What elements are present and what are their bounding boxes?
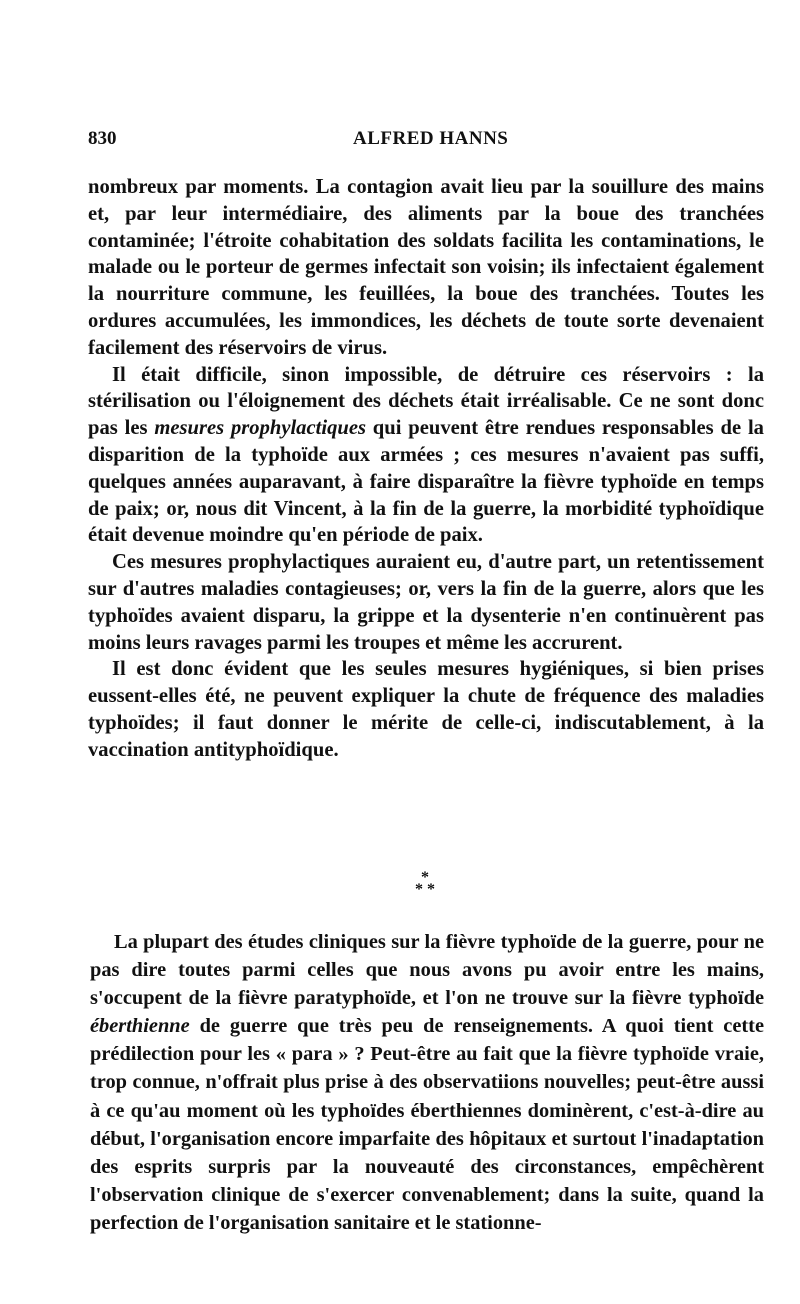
body-text-section-2 [90, 928, 764, 1237]
running-title: ALFRED HANNS [353, 128, 509, 149]
paragraph-2-text-end: qui peuvent être rendues responsables de la disparition de la typhoïde aux armées ; ces mesures n'avaient pas suffi, quelques années auparavant, à faire disparaître la fièvre typhoïde en temps de paix; or, nous dit Vincent, à la fin de la guerre, la morbidité typhoïdique était devenue moindre qu'en période de paix. [88, 417, 764, 547]
paragraph-5-emphasis: éberthienne [90, 1015, 190, 1038]
running-head [88, 128, 768, 158]
paragraph-2 [88, 362, 764, 550]
body-text-section-1 [88, 174, 764, 764]
paragraph-1: nombreux par moments. La contagion avait lieu par la souillure des mains et, par leur intermédiaire, des aliments par la boue des tranchées contaminée; l'étroite cohabitation des soldats facilita les contaminations, le malade ou le porteur de germes infectait son voisin; ils infectaient également la nourriture commune, les feuillées, la boue des tranchées. Toutes les ordures accumulées, les immondices, les déchets de toute sorte devenaient facilement des réservoirs de virus. [88, 176, 764, 359]
separator-top-asterisk: * [421, 869, 429, 886]
paragraph-4: Il est donc évident que les seules mesures hygiéniques, si bien prises eussent-elles été, ne peuvent expliquer la chute de fréquence des maladies typhoïdes; il faut donner le mérite de celle-ci, indiscutablement, à la vaccination antityphoïdique. [88, 658, 764, 761]
paragraph-5 [90, 928, 764, 1237]
paragraph-5-text-start: La plupart des études cliniques sur la fièvre typhoïde de la guerre, pour ne pas dire toutes parmi celles que nous avons pu avoir entre les mains, s'occupent de la fièvre paratyphoïde, et l'on ne trouve sur la fièvre typhoïde [90, 931, 764, 1010]
section-separator-asterisks [395, 869, 455, 898]
paragraph-2-emphasis: mesures prophylactiques [154, 417, 366, 440]
separator-bottom-asterisks: * * [415, 881, 435, 898]
paragraph-5-text-end: de guerre que très peu de renseignements. A quoi tient cette prédilection pour les « para » ? Peut-être au fait que la fièvre typhoïde vraie, trop connue, n'offrait plus prise à des observatiions nouvelles; peut-être aussi à ce qu'au moment où les typhoïdes éberthiennes dominèrent, c'est-à-dire au début, l'organisation encore imparfaite des hôpitaux et surtout l'inadaptation des esprits surpris par la nouveauté des circonstances, empêchèrent l'observation clinique de s'exercer convenablement; dans la suite, quand la perfection de l'organisation sanitaire et le stationne- [90, 1015, 764, 1234]
page-number: 830 [88, 128, 117, 149]
paragraph-2-text-start: Il était difficile, sinon impossible, de détruire ces réservoirs : la stérilisation ou l'éloignement des déchets était irréalisable. Ce ne sont donc pas les [88, 363, 764, 440]
paragraph-3: Ces mesures prophylactiques auraient eu, d'autre part, un retentissement sur d'autres maladies contagieuses; or, vers la fin de la guerre, alors que les typhoïdes avaient disparu, la grippe et la dysenterie n'en continuèrent pas moins leurs ravages parmi les troupes et même les accrurent. [88, 551, 764, 654]
